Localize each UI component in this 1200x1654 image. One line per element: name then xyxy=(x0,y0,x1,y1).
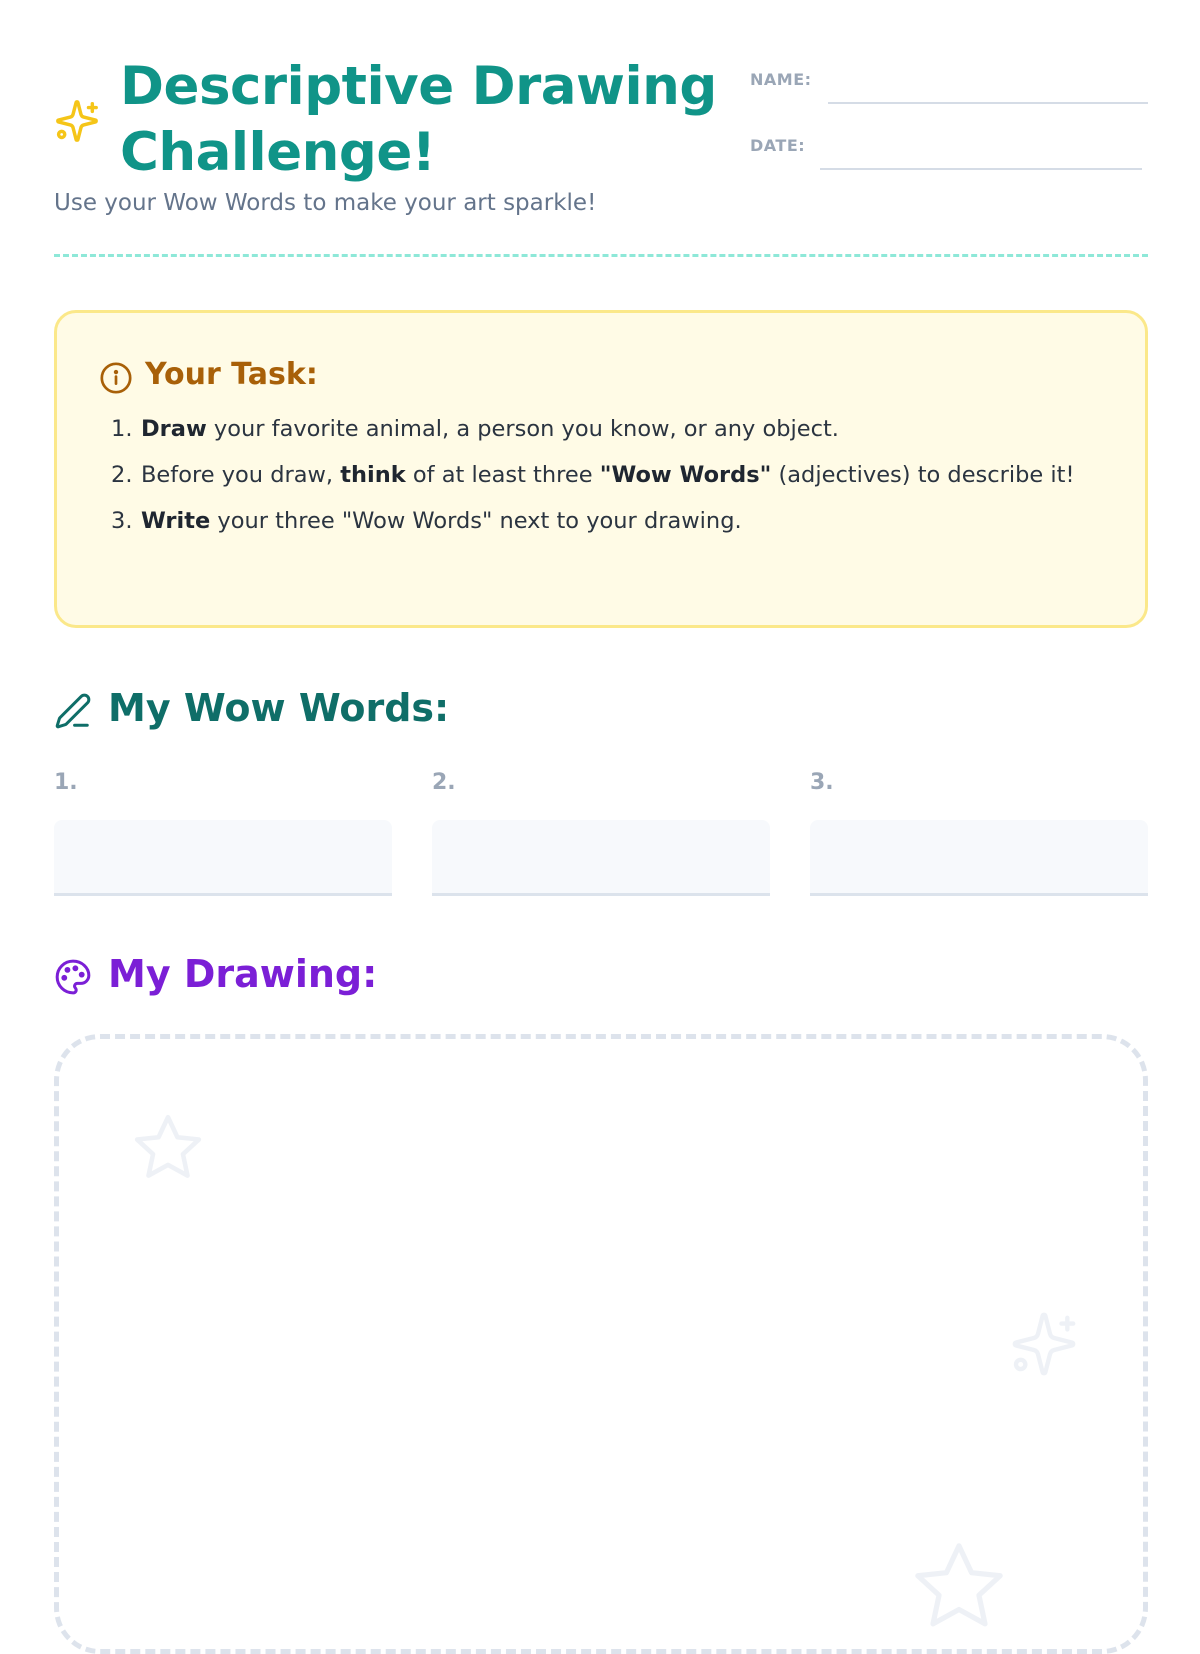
task-item-text: your favorite animal, a person you know, or any object. xyxy=(206,416,839,442)
page-title: Descriptive Drawing Challenge! xyxy=(120,56,717,183)
pencil-icon xyxy=(54,692,92,730)
task-item-2 xyxy=(111,455,1111,495)
wow-words-title: My Wow Words: xyxy=(108,686,450,730)
info-icon xyxy=(99,361,133,395)
wow-word-1 xyxy=(54,770,392,900)
task-box xyxy=(54,310,1148,628)
header xyxy=(54,54,1148,184)
wow-word-2 xyxy=(432,770,770,900)
drawing-title: My Drawing: xyxy=(108,952,378,996)
task-item-3 xyxy=(111,501,1111,541)
task-item-text: Before you draw, xyxy=(141,462,341,488)
task-item-text: (adjectives) to describe it! xyxy=(771,462,1075,488)
task-list xyxy=(111,409,1111,547)
sparkles-icon xyxy=(1009,1309,1079,1379)
student-info xyxy=(750,64,1148,196)
wow-word-3 xyxy=(810,770,1148,900)
page-subtitle: Use your Wow Words to make your art sparkle! xyxy=(54,190,597,216)
sparkles-icon xyxy=(54,98,100,144)
wow-words-row xyxy=(54,770,1148,900)
task-item-keyword: think xyxy=(340,462,406,488)
task-item-keyword: "Wow Words" xyxy=(599,462,772,488)
date-label: DATE: xyxy=(750,136,806,155)
drawing-area[interactable] xyxy=(54,1034,1148,1654)
task-item-keyword: Write xyxy=(141,508,211,534)
task-item-number: 3. xyxy=(111,508,133,534)
task-item-text: your three "Wow Words" next to your drawing. xyxy=(210,508,742,534)
star-icon xyxy=(907,1535,1011,1639)
name-field[interactable] xyxy=(828,102,1148,104)
task-item-1 xyxy=(111,409,1111,449)
star-icon xyxy=(129,1109,207,1187)
task-item-number: 2. xyxy=(111,462,133,488)
worksheet-page xyxy=(54,0,1148,1600)
wow-word-label: 1. xyxy=(54,770,78,795)
task-item-keyword: Draw xyxy=(141,416,207,442)
task-item-number: 1. xyxy=(111,416,133,442)
wow-word-label: 3. xyxy=(810,770,834,795)
date-row xyxy=(750,130,1148,196)
header-divider xyxy=(54,254,1148,257)
wow-word-input[interactable] xyxy=(54,820,392,896)
name-label: NAME: xyxy=(750,70,812,89)
wow-word-input[interactable] xyxy=(432,820,770,896)
date-field[interactable] xyxy=(820,168,1142,170)
wow-word-label: 2. xyxy=(432,770,456,795)
task-title: Your Task: xyxy=(145,357,318,392)
palette-icon xyxy=(54,958,92,996)
task-item-text: of at least three xyxy=(405,462,600,488)
wow-word-input[interactable] xyxy=(810,820,1148,896)
name-row xyxy=(750,64,1148,130)
